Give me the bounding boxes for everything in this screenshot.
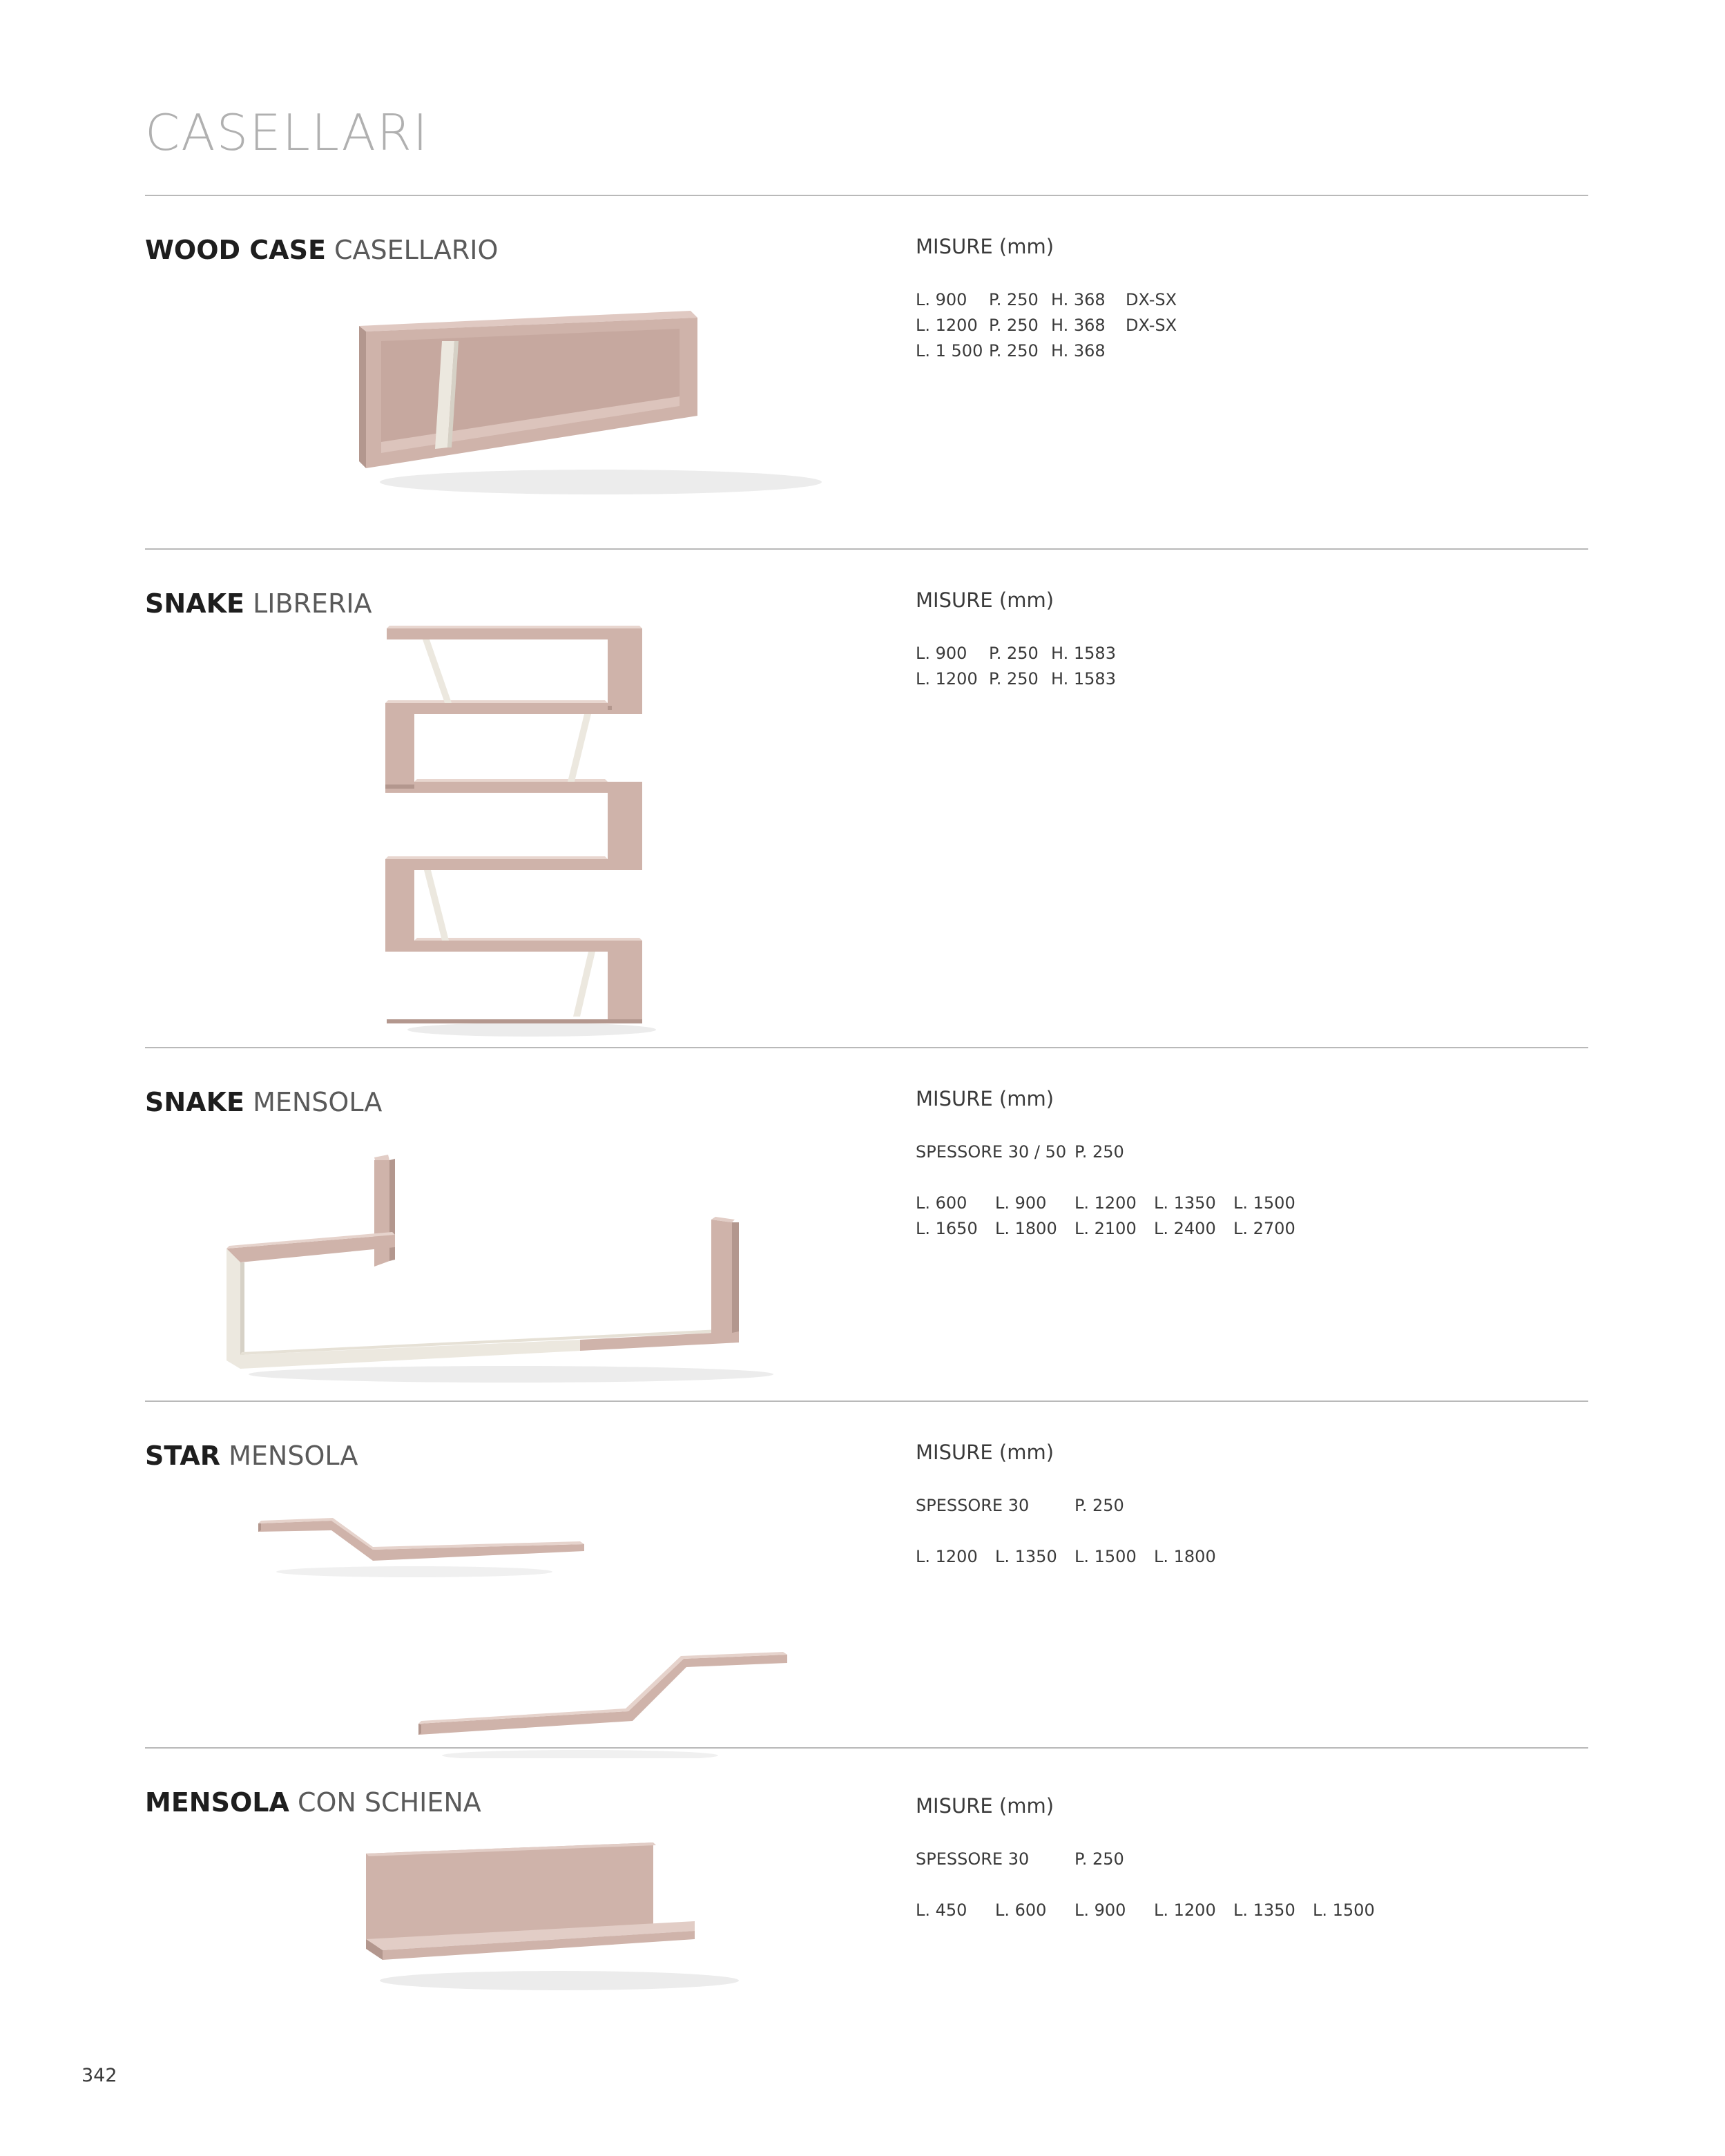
spec-depth: P. 250 bbox=[989, 644, 1039, 663]
product-type: CON SCHIENA bbox=[297, 1787, 481, 1818]
spec-spessore: SPESSORE 30 bbox=[916, 1496, 1030, 1515]
spec-length: L. 900 bbox=[916, 290, 967, 309]
spec-length: L. 900 bbox=[916, 644, 967, 663]
spec-spessore: SPESSORE 30 bbox=[916, 1849, 1030, 1869]
spec-length: L. 1200 bbox=[1074, 1193, 1137, 1213]
spec-height: H. 1583 bbox=[1051, 669, 1116, 689]
spec-length: L. 2400 bbox=[1154, 1219, 1216, 1238]
misure-label: MISURE (mm) bbox=[916, 235, 1054, 258]
spec-length: L. 1200 bbox=[916, 669, 978, 689]
misure-label: MISURE (mm) bbox=[916, 588, 1054, 612]
section-snake-mensola bbox=[145, 1087, 1588, 1398]
misure-label: MISURE (mm) bbox=[916, 1794, 1054, 1818]
misure-label: MISURE (mm) bbox=[916, 1087, 1054, 1110]
spec-length: L. 2100 bbox=[1074, 1219, 1137, 1238]
spec-depth: P. 250 bbox=[1074, 1849, 1124, 1869]
spec-length: L. 1350 bbox=[1154, 1193, 1216, 1213]
product-name: WOOD CASE bbox=[145, 235, 326, 265]
spec-length: L. 900 bbox=[1074, 1900, 1126, 1920]
product-title bbox=[145, 1087, 382, 1117]
divider bbox=[145, 1401, 1588, 1402]
snake-libreria-illustration bbox=[380, 626, 670, 1040]
star-mensola-illustration bbox=[256, 1510, 808, 1758]
spec-height: H. 1583 bbox=[1051, 644, 1116, 663]
misure-label: MISURE (mm) bbox=[916, 1441, 1054, 1464]
divider bbox=[145, 1047, 1588, 1048]
spec-height: H. 368 bbox=[1051, 341, 1106, 360]
spec-length: L. 1500 bbox=[1074, 1547, 1137, 1566]
spec-depth: P. 250 bbox=[989, 290, 1039, 309]
spec-length: L. 1500 bbox=[1313, 1900, 1375, 1920]
section-star-mensola bbox=[145, 1441, 1588, 1744]
divider bbox=[145, 195, 1588, 196]
wood-case-illustration bbox=[345, 311, 856, 504]
spec-length: L. 1800 bbox=[1154, 1547, 1216, 1566]
product-title bbox=[145, 588, 372, 619]
spec-length: L. 1200 bbox=[916, 1547, 978, 1566]
snake-mensola-illustration bbox=[221, 1155, 829, 1389]
product-title bbox=[145, 1787, 481, 1818]
spec-length: L. 600 bbox=[916, 1193, 967, 1213]
product-name: MENSOLA bbox=[145, 1787, 289, 1818]
page-number: 342 bbox=[81, 2065, 117, 2086]
product-type: LIBRERIA bbox=[253, 588, 372, 619]
spec-depth: P. 250 bbox=[1074, 1142, 1124, 1162]
spec-depth: P. 250 bbox=[989, 316, 1039, 335]
product-type: MENSOLA bbox=[253, 1087, 383, 1117]
spec-spessore: SPESSORE 30 / 50 bbox=[916, 1142, 1067, 1162]
spec-length: L. 1650 bbox=[916, 1219, 978, 1238]
spec-length: L. 1 500 bbox=[916, 341, 983, 360]
product-type: MENSOLA bbox=[229, 1441, 358, 1471]
section-wood-case bbox=[145, 235, 1588, 546]
spec-length: L. 1350 bbox=[1233, 1900, 1295, 1920]
spec-length: L. 1500 bbox=[1233, 1193, 1295, 1213]
spec-length: L. 450 bbox=[916, 1900, 967, 1920]
spec-length: L. 1200 bbox=[1154, 1900, 1216, 1920]
spec-height: H. 368 bbox=[1051, 316, 1106, 335]
product-title bbox=[145, 1441, 358, 1471]
spec-length: L. 2700 bbox=[1233, 1219, 1295, 1238]
spec-depth: P. 250 bbox=[1074, 1496, 1124, 1515]
section-mensola-con-schiena bbox=[145, 1787, 1588, 2050]
spec-side: DX-SX bbox=[1126, 290, 1177, 309]
spec-length: L. 1200 bbox=[916, 316, 978, 335]
product-name: STAR bbox=[145, 1441, 221, 1471]
product-name: SNAKE bbox=[145, 588, 244, 619]
product-title bbox=[145, 235, 498, 265]
spec-depth: P. 250 bbox=[989, 341, 1039, 360]
divider bbox=[145, 548, 1588, 550]
page-title: CASELLARI bbox=[145, 104, 430, 162]
spec-length: L. 900 bbox=[995, 1193, 1047, 1213]
spec-length: L. 1350 bbox=[995, 1547, 1057, 1566]
spec-length: L. 1800 bbox=[995, 1219, 1057, 1238]
section-snake-libreria bbox=[145, 588, 1588, 1044]
spec-depth: P. 250 bbox=[989, 669, 1039, 689]
spec-side: DX-SX bbox=[1126, 316, 1177, 335]
spec-length: L. 600 bbox=[995, 1900, 1047, 1920]
spec-height: H. 368 bbox=[1051, 290, 1106, 309]
mensola-con-schiena-illustration bbox=[352, 1842, 849, 2043]
product-type: CASELLARIO bbox=[334, 235, 499, 265]
divider bbox=[145, 1747, 1588, 1749]
product-name: SNAKE bbox=[145, 1087, 244, 1117]
